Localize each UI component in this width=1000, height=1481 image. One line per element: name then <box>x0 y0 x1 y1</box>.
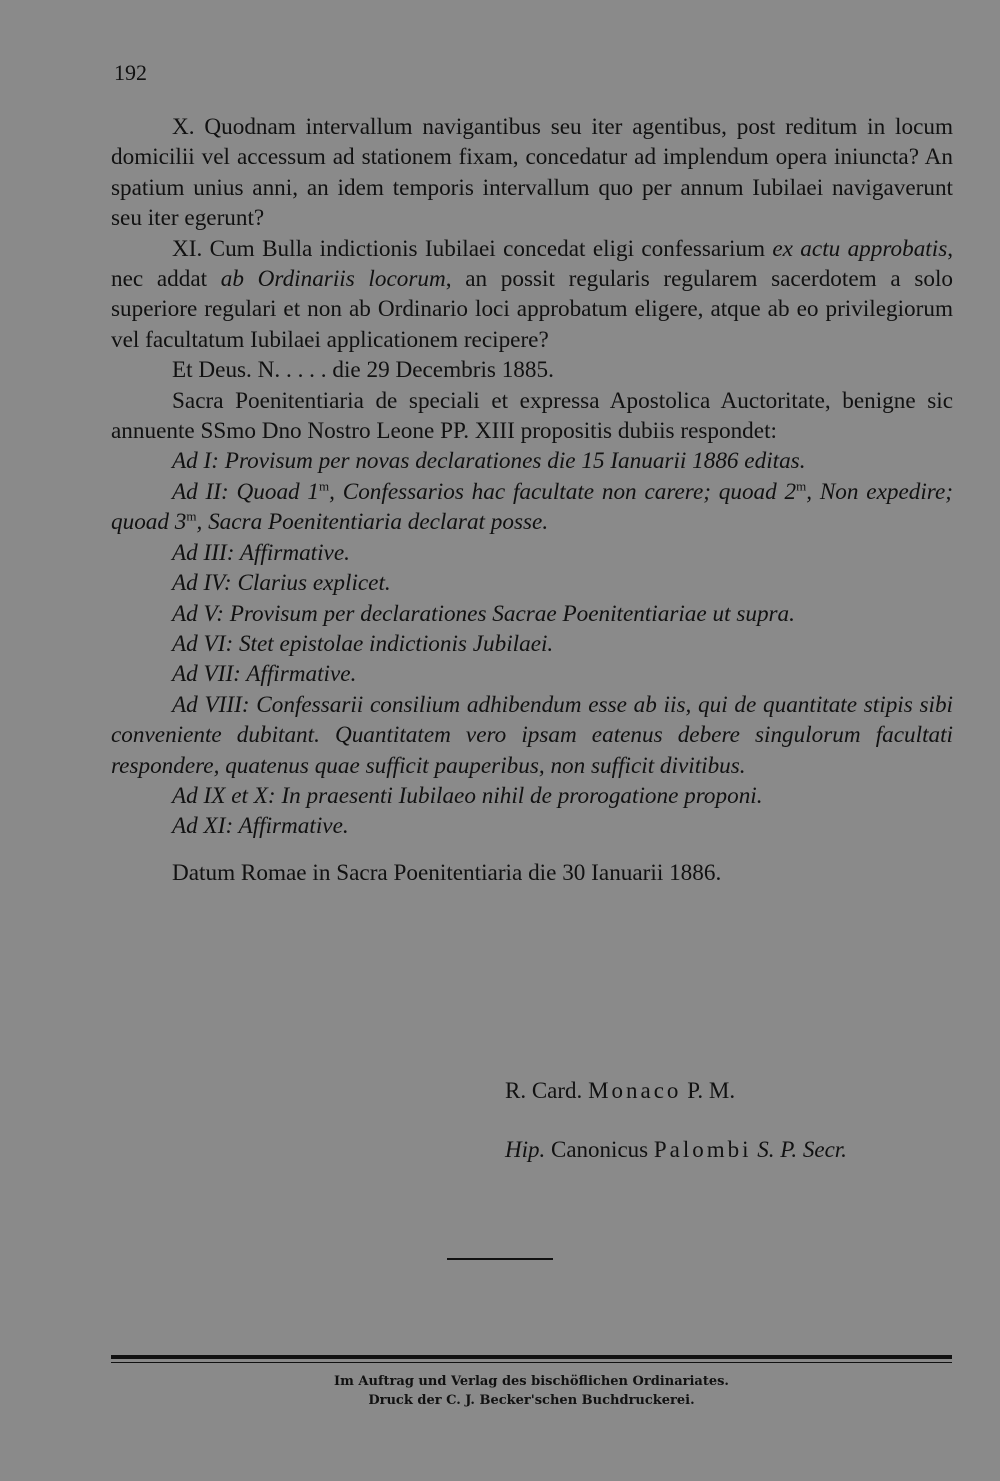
answer-2-sup-3: m <box>186 508 197 524</box>
question-11 <box>111 234 953 356</box>
answer-9: Ad IX et X: In praesenti Iubilaeo nihil de prorogatione proponi. <box>172 782 763 809</box>
answer-6: Ad VI: Stet epistolae indictionis Jubilaei. <box>172 630 554 657</box>
question-10-text: Quodnam intervallum navigantibus seu iter agentibus, post reditum in locum domicilii vel accessum ad stationem fixam, concedatur ad implendum opera iniuncta? An spatium unius anni, an idem temporis intervallum quo per annum Iubilaei navigaverunt seu iter egerunt? <box>111 114 954 232</box>
signature-cardinal <box>505 1078 735 1104</box>
signature-secretary <box>505 1137 847 1163</box>
question-11-text-c: , an possit regularis regularem sacerdotem a solo superiore regulari et non ab Ordinario loci approbatum eligere, atque ab eo privilegiorum vel facultatum Iubilaei applicationem recipere? <box>111 266 954 353</box>
answer-2-part-2: , Confessarios hac facultate non carere; quoad 2 <box>329 478 797 505</box>
question-10-number: X. <box>172 114 195 140</box>
answer-2-sup-2: m <box>796 478 807 494</box>
question-11-italic-b: ab Ordinariis locorum <box>220 266 446 293</box>
signature-divider <box>447 1258 553 1260</box>
answer-5: Ad V: Provisum per declarationes Sacrae Poenitentiariae ut supra. <box>172 600 795 627</box>
signature-cardinal-office: P. M. <box>687 1078 736 1103</box>
answer-2-part-1: Ad II: Quoad 1 <box>172 478 320 505</box>
imprint-line-1: Im Auftrag und Verlag des bischöflichen Ordinariates. <box>334 1374 729 1389</box>
footer-rule-thin <box>111 1362 952 1363</box>
signature-secretary-name: Palombi <box>653 1137 752 1162</box>
answer-4: Ad IV: Clarius explicet. <box>172 570 391 597</box>
answer-2-sup-1: m <box>319 478 330 494</box>
question-11-italic-a: ex actu approbatis <box>772 235 948 262</box>
signature-secretary-rank: Canonicus <box>551 1137 649 1162</box>
answer-2 <box>111 477 953 538</box>
answer-10: Ad XI: Affirmative. <box>172 813 349 840</box>
document-body <box>111 112 953 888</box>
question-11-text-b: , nec addat <box>111 235 954 293</box>
page-number: 192 <box>114 60 147 85</box>
answer-2-part-3: , Non expedire; quoad 3 <box>111 478 953 536</box>
et-deus-line: Et Deus. N. . . . . die 29 Decembris 1885. <box>172 357 554 384</box>
answer-3: Ad III: Affirmative. <box>172 539 350 566</box>
datum-line: Datum Romae in Sacra Poenitentiaria die 30 Ianuarii 1886. <box>172 859 722 886</box>
question-11-number: XI. <box>172 235 203 262</box>
question-10 <box>111 112 953 234</box>
answer-7: Ad VII: Affirmative. <box>172 661 357 688</box>
answer-8: Ad VIII: Confessarii consilium adhibendum esse ab iis, qui de quantitate stipis sibi conveniente dubitant. Quantitatem vero ipsam eatenus debere singulorum facultati respondere, quatenus quae sufficit pauperibus, non sufficit divitibus. <box>111 691 953 779</box>
signature-secretary-title: Hip. <box>505 1137 546 1162</box>
intro-paragraph: Sacra Poenitentiaria de speciali et expressa Apostolica Auctoritate, benigne sic annuente SSmo Dno Nostro Leone PP. XIII propositis dubiis respondet: <box>111 387 953 445</box>
signature-cardinal-name: Monaco <box>588 1078 682 1103</box>
footer-rule-thick <box>111 1355 952 1359</box>
answer-1: Ad I: Provisum per novas declarationes die 15 Ianuarii 1886 editas. <box>172 448 806 475</box>
imprint-line-2: Druck der C. J. Becker'schen Buchdruckerei. <box>368 1393 695 1408</box>
signature-secretary-office: S. P. Secr. <box>757 1137 847 1162</box>
signature-cardinal-title: R. Card. <box>505 1078 583 1103</box>
question-11-text-a: Cum Bulla indictionis Iubilaei concedat eligi confessarium <box>209 235 766 262</box>
answer-2-part-4: , Sacra Poenitentiaria declarat posse. <box>196 509 549 536</box>
